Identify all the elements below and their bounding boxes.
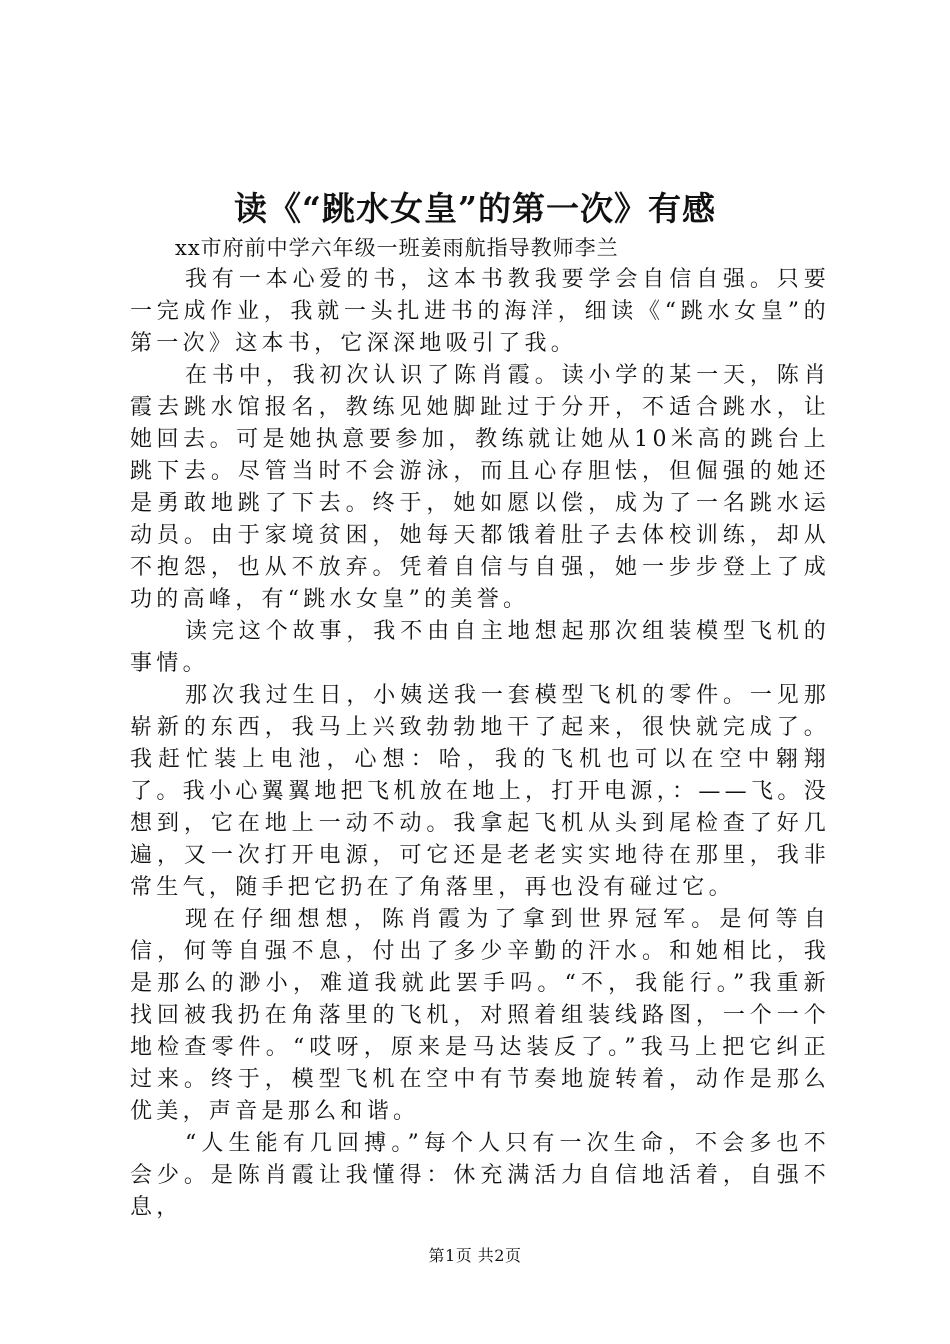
author-byline: xx市府前中学六年级一班姜雨航指导教师李兰 [175,236,619,260]
paragraph-1: 我有一本心爱的书，这本书教我要学会自信自强。只要一完成作业，我就一头扎进书的海洋，细读《“跳水女皇”的第一次》这本书，它深深地吸引了我。 [130,267,830,356]
paragraph-4: 那次我过生日，小姨送我一套模型飞机的零件。一见那崭新的东西，我马上兴致勃勃地干了起来，很快就完成了。我赶忙装上电池，心想：哈，我的飞机也可以在空中翱翔了。我小心翼翼地把飞机放在地上，打开电源，：——飞。没想到，它在地上一动不动。我拿起飞机从头到尾检查了好几遍，又一次打开电源，可它还是老老实实地待在那里，我非常生气，随手把它扔在了角落里，再也没有碰过它。 [130,683,830,900]
paragraph-5: 现在仔细想想，陈肖霞为了拿到世界冠军。是何等自信，何等自强不息，付出了多少辛勤的汗水。和她相比，我是那么的渺小，难道我就此罢手吗。“不，我能行。”我重新找回被我扔在角落里的飞机，对照着组装线路图，一个一个地检查零件。“哎呀，原来是马达装反了。”我马上把它纠正过来。终于，模型飞机在空中有节奏地旋转着，动作是那么优美，声音是那么和谐。 [130,907,830,1124]
document-body [130,232,830,1224]
paragraph-3: 读完这个故事，我不由自主地想起那次组装模型飞机的事情。 [130,619,830,676]
paragraph-6: “人生能有几回搏。”每个人只有一次生命，不会多也不会少。是陈肖霞让我懂得：休充满活力自信地活着，自强不息， [130,1131,830,1220]
page-number-footer: 第1页 共2页 [428,1246,522,1265]
document-title: 读《“跳水女皇”的第一次》有感 [234,189,716,228]
paragraph-2: 在书中，我初次认识了陈肖霞。读小学的某一天，陈肖霞去跳水馆报名，教练见她脚趾过于分开，不适合跳水，让她回去。可是她执意要参加，教练就让她从10米高的跳台上跳下去。尽管当时不会游泳，而且心存胆怯，但倔强的她还是勇敢地跳了下去。终于，她如愿以偿，成为了一名跳水运动员。由于家境贫困，她每天都饿着肚子去体校训练，却从不抱怨，也从不放弃。凭着自信与自强，她一步步登上了成功的高峰，有“跳水女皇”的美誉。 [130,363,830,612]
